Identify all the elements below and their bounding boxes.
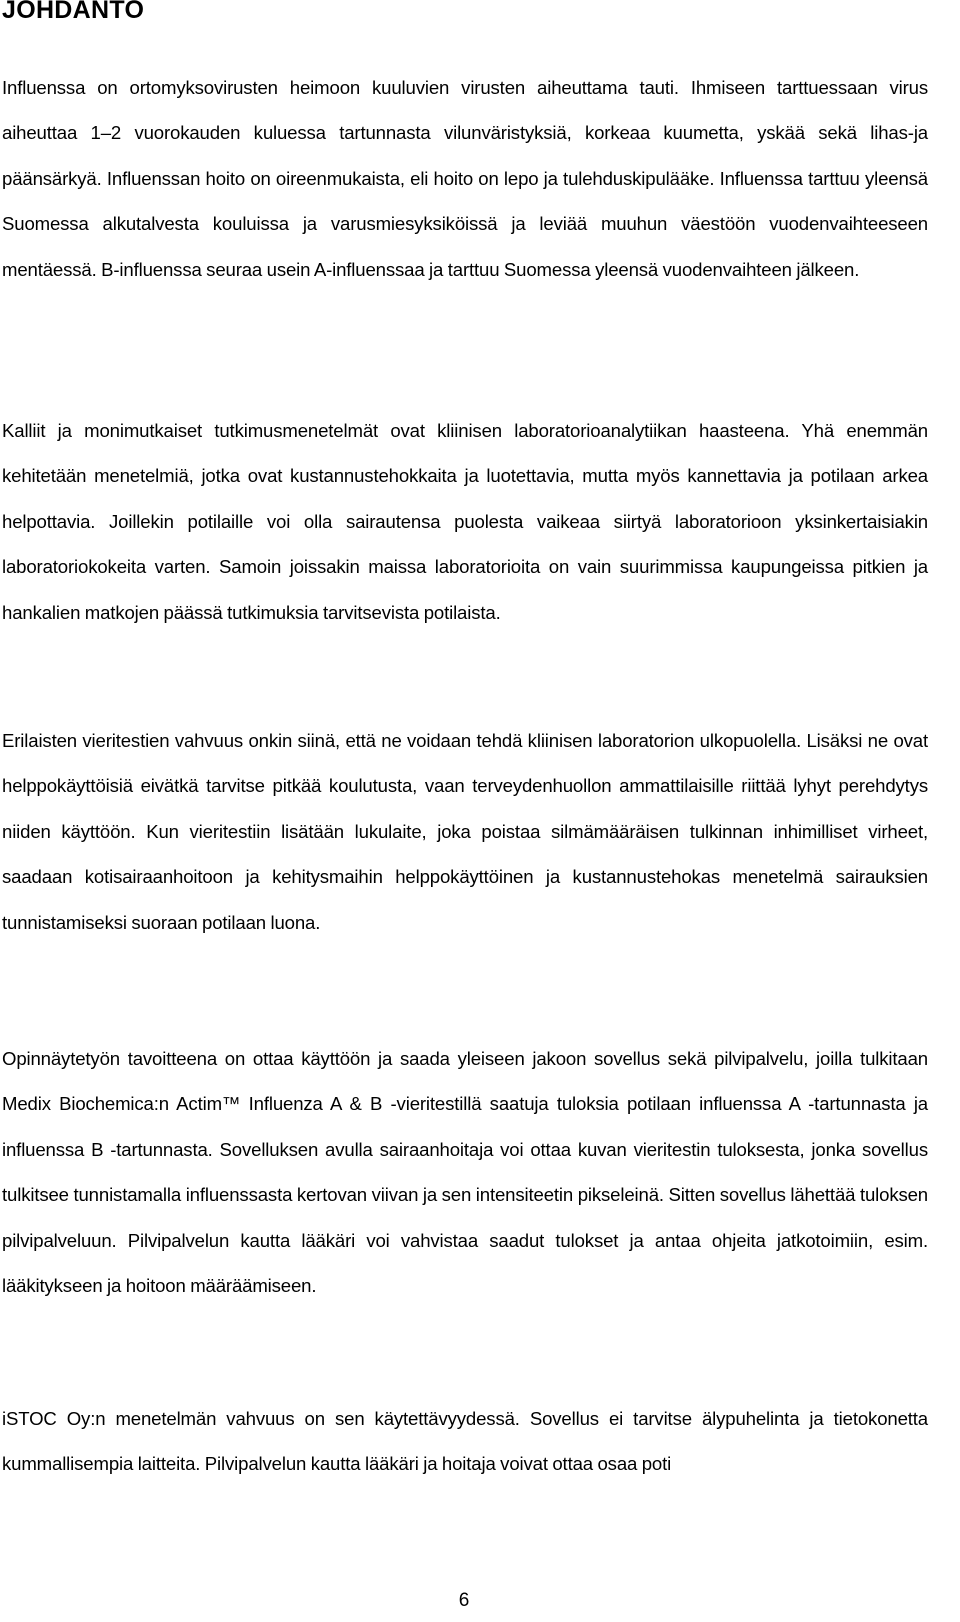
- section-heading: JOHDANTO: [2, 0, 145, 24]
- paragraph-influenza-intro: Influenssa on ortomyksovirusten heimoon kuuluvien virusten aiheuttama tauti. Ihmiseen tarttuessaan virus aiheuttaa 1–2 vuorokauden kuluessa tartunnasta vilunväristyksiä, korkeaa kuumetta, yskää sekä lihas-ja päänsärkyä. Influenssan hoito on oireenmukaista, eli hoito on lepo ja tulehduskipulääke. Influenssa tarttuu yleensä Suomessa alkutalvesta kouluissa ja varusmiesyksiköissä ja leviää muuhun väestöön vuodenvaihteeseen mentäessä. B-influenssa seuraa usein A-influenssaa ja tarttuu Suomessa yleensä vuodenvaihteen jälkeen.: [2, 77, 928, 280]
- page-number: 6: [458, 1590, 470, 1611]
- paragraph-point-of-care-tests: Erilaisten vieritestien vahvuus onkin siinä, että ne voidaan tehdä kliinisen laboratorion ulkopuolella. Lisäksi ne ovat helppokäyttöisiä eivätkä tarvitse pitkää koulutusta, vaan terveydenhuollon ammattilaisille riittää lyhyt perehdytys niiden käyttöön. Kun vieritestiin lisätään lukulaite, joka poistaa silmämääräisen tulkinnan inhimilliset virheet, saadaan kotisairaanhoitoon ja kehitysmaihin helppokäyttöinen ja kustannustehokas menetelmä sairauksien tunnistamiseksi suoraan potilaan luona.: [2, 730, 928, 933]
- paragraph-laboratory-challenges: Kalliit ja monimutkaiset tutkimusmenetelmät ovat kliinisen laboratorioanalytiikan haasteena. Yhä enemmän kehitetään menetelmiä, jotka ovat kustannustehokkaita ja luotettavia, mutta myös kannettavia ja potilaan arkea helpottavia. Joillekin potilaille voi olla sairautensa puolesta vaikeaa siirtyä laboratorioon yksinkertaisiakin laboratoriokokeita varten. Samoin joissakin maissa laboratorioita on vain suurimmissa kaupungeissa pitkien ja hankalien matkojen päässä tutkimuksia tarvitsevista potilaista.: [2, 420, 928, 623]
- paragraph-thesis-goal: Opinnäytetyön tavoitteena on ottaa käyttöön ja saada yleiseen jakoon sovellus sekä pilvipalvelu, joilla tulkitaan Medix Biochemica:n Actim™ Influenza A & B -vieritestillä saatuja tuloksia potilaan influenssa A -tartunnasta ja influenssa B -tartunnasta. Sovelluksen avulla sairaanhoitaja voi ottaa kuvan vieritestin tuloksesta, jonka sovellus tulkitsee tunnistamalla influenssasta kertovan viivan ja sen intensiteetin pikseleinä. Sitten sovellus lähettää tuloksen pilvipalveluun. Pilvipalvelun kautta lääkäri voi vahvistaa saadut tulokset ja antaa ohjeita jatkotoimiin, esim. lääkitykseen ja hoitoon määräämiseen.: [2, 1048, 928, 1297]
- paragraph-istoc-method: iSTOC Oy:n menetelmän vahvuus on sen käytettävyydessä. Sovellus ei tarvitse älypuhelinta ja tietokonetta kummallisempia laitteita. Pilvipalvelun kautta lääkäri ja hoitaja voivat ottaa osaa poti: [2, 1408, 928, 1475]
